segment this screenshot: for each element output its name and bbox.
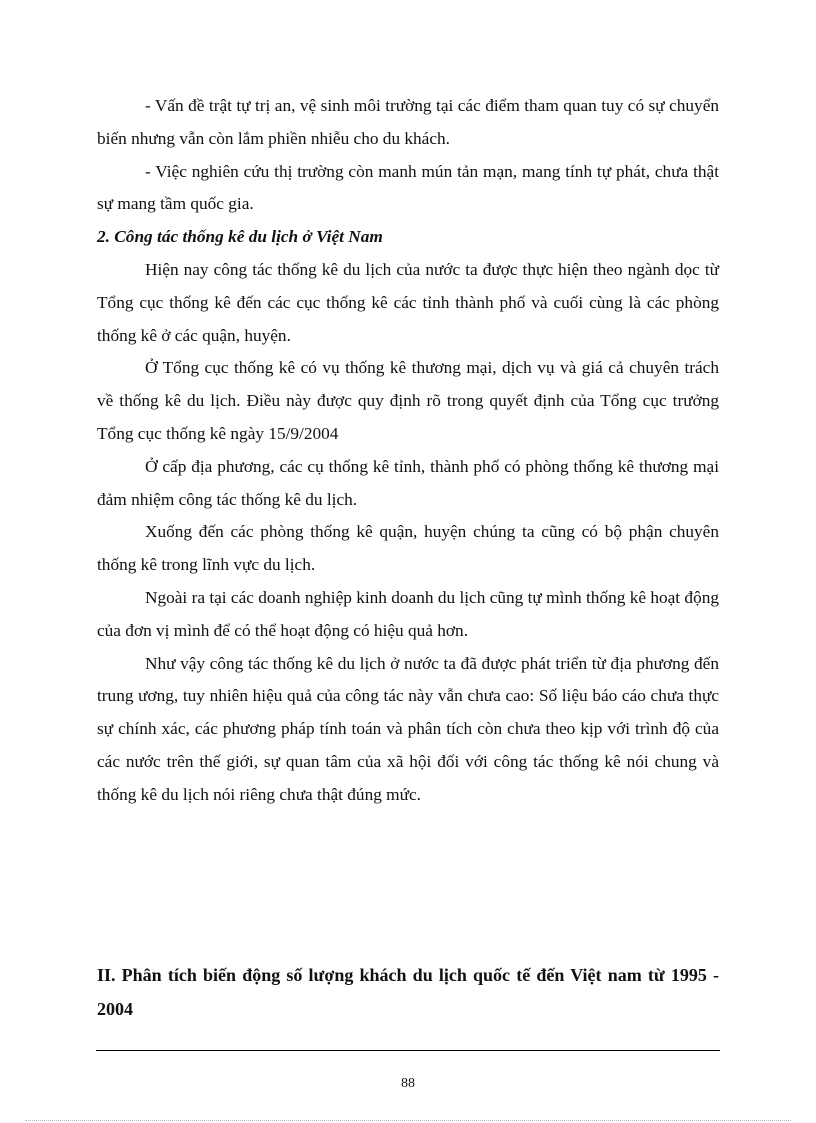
page-number: 88 bbox=[401, 1076, 415, 1091]
paragraph-statistics-structure: Hiện nay công tác thống kê du lịch của nước ta được thực hiện theo ngành dọc từ Tổng cục thống kê đến các cục thống kê các tỉnh thành phố và cuối cùng là các phòng thống kê ở các quận, huyện. bbox=[97, 259, 719, 345]
page-bottom-border bbox=[25, 1120, 791, 1121]
paragraph-general-department: Ở Tổng cục thống kê có vụ thống kê thương mại, dịch vụ và giá cả chuyên trách về thống kê du lịch. Điều này được quy định rõ trong quyết định của Tổng cục trưởng Tổng cục thống kê ngày 15/9/2004 bbox=[97, 358, 719, 443]
paragraph-conclusion: Như vậy công tác thống kê du lịch ở nước ta đã được phát triển từ địa phương đến trung ương, tuy nhiên hiệu quả của công tác này vẫn chưa cao: Số liệu báo cáo chưa thực sự chính xác, các phương pháp tính toán và phân tích còn chưa theo kịp với trình độ của các nước trên thế giới, sự quan tâm của xã hội đối với công tác thống kê nói chung và thống kê du lịch nói riêng chưa thật đúng mức. bbox=[97, 653, 719, 804]
footer-divider bbox=[96, 1050, 720, 1051]
section-heading: II. Phân tích biến động số lượng khách du lịch quốc tế đến Việt nam từ 1995 - 2004 bbox=[97, 965, 719, 1019]
paragraph-enterprises: Ngoài ra tại các doanh nghiệp kinh doanh du lịch cũng tự mình thống kê hoạt động của đơn vị mình để có thể hoạt động có hiệu quả hơn. bbox=[97, 587, 719, 640]
paragraph-security-environment: - Vấn đề trật tự trị an, vệ sinh môi trường tại các điểm tham quan tuy có sự chuyển biến nhưng vẫn còn lắm phiền nhiễu cho du khách. bbox=[97, 96, 719, 148]
body-text bbox=[97, 90, 719, 812]
subsection-heading: 2. Công tác thống kê du lịch ở Việt Nam bbox=[97, 227, 383, 247]
paragraph-market-research: - Việc nghiên cứu thị trường còn manh mún tản mạn, mang tính tự phát, chưa thật sự mang tầm quốc gia. bbox=[97, 161, 719, 214]
paragraph-district-level: Xuống đến các phòng thống kê quận, huyện chúng ta cũng có bộ phận chuyên thống kê trong lĩnh vực du lịch. bbox=[97, 522, 719, 575]
paragraph-local-level: Ở cấp địa phương, các cụ thống kê tỉnh, thành phố có phòng thống kê thương mại đảm nhiệm công tác thống kê du lịch. bbox=[97, 456, 719, 509]
